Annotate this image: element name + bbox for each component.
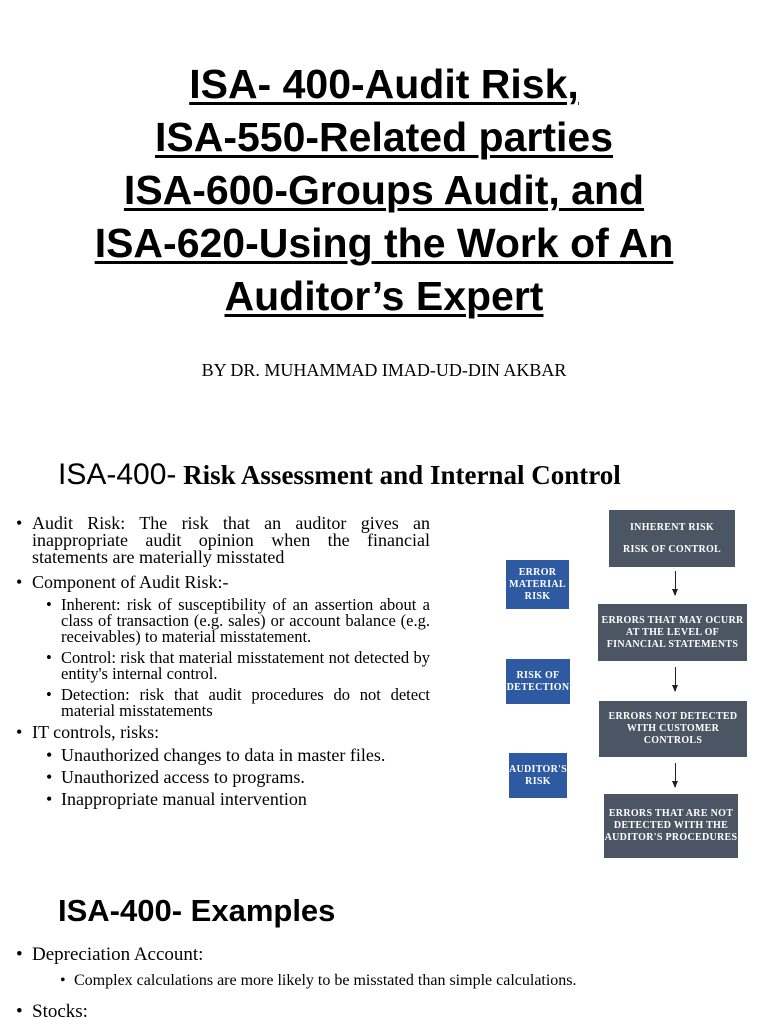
title-line: Auditor’s Expert bbox=[224, 273, 544, 319]
list-item bbox=[16, 515, 430, 566]
diagram-box-errors-customer-controls: ERRORS NOT DETECTED WITH CUSTOMER CONTROLS bbox=[599, 701, 747, 757]
down-arrow-icon bbox=[675, 571, 676, 595]
title-line: ISA- 400-Audit Risk, bbox=[189, 61, 579, 107]
list-item bbox=[16, 724, 430, 807]
list-item: • Inappropriate manual intervention bbox=[46, 791, 430, 807]
section-heading-examples: ISA-400- Examples bbox=[58, 893, 336, 928]
list-item: • Control: risk that material misstatement not detected by entity's internal control. bbox=[46, 650, 430, 682]
title-line: ISA-550-Related parties bbox=[154, 114, 613, 160]
title-line: ISA-620-Using the Work of An bbox=[94, 220, 674, 266]
depreciation-sublist bbox=[60, 971, 756, 991]
section-name: Risk Assessment and Internal Control bbox=[176, 460, 621, 490]
diagram-box-risk-of-detection: RISK OF DETECTION bbox=[506, 659, 570, 704]
component-heading: • Component of Audit Risk:- bbox=[32, 572, 229, 592]
diagram-box-auditors-risk: AUDITOR'S RISK bbox=[509, 753, 567, 798]
list-item: • Inherent: risk of susceptibility of an assertion about a class of transaction (e.g. sales) or account balance (e.g. receivables) to material misstatement. bbox=[46, 597, 430, 645]
list-item: • Detection: risk that audit procedures do not detect material misstatements bbox=[46, 687, 430, 719]
risk-bullet-list bbox=[16, 507, 430, 813]
list-item bbox=[16, 574, 430, 719]
examples-list bbox=[16, 944, 756, 1023]
diagram-box-inherent-control bbox=[609, 510, 735, 567]
risk-of-control-label: RISK OF CONTROL bbox=[622, 543, 722, 555]
it-controls-heading: • IT controls, risks: bbox=[32, 722, 160, 742]
section-code: ISA-400- bbox=[58, 458, 177, 491]
list-item: • Unauthorized access to programs. bbox=[46, 769, 430, 785]
audit-risk-definition: • Audit Risk: The risk that an auditor gives an inappropriate audit opinion when the financial statements are materially misstated bbox=[32, 513, 430, 567]
section-heading-risk bbox=[58, 458, 621, 492]
list-item: • Unauthorized changes to data in master files. bbox=[46, 747, 430, 763]
list-item: • Complex calculations are more likely to be misstated than simple calculations. bbox=[60, 971, 756, 991]
title-line: ISA-600-Groups Audit, and bbox=[123, 167, 645, 213]
list-item bbox=[16, 1001, 756, 1023]
diagram-box-errors-auditor-procedures: ERRORS THAT ARE NOT DETECTED WITH THE AUDITOR'S PROCEDURES bbox=[604, 794, 738, 858]
diagram-box-error-material-risk: ERROR MATERIAL RISK bbox=[506, 560, 569, 609]
document-title bbox=[0, 58, 768, 323]
inherent-risk-label: INHERENT RISK bbox=[629, 521, 715, 533]
down-arrow-icon bbox=[675, 667, 676, 691]
diagram-box-errors-financial-statements: ERRORS THAT MAY OCURR AT THE LEVEL OF FINANCIAL STATEMENTS bbox=[598, 604, 747, 661]
component-sublist bbox=[46, 597, 430, 719]
author-byline: BY DR. MUHAMMAD IMAD-UD-DIN AKBAR bbox=[201, 360, 567, 380]
list-item bbox=[16, 944, 756, 991]
depreciation-heading: • Depreciation Account: bbox=[32, 944, 204, 965]
down-arrow-icon bbox=[675, 763, 676, 787]
stocks-heading: • Stocks: bbox=[32, 1001, 88, 1022]
it-risks-sublist bbox=[46, 747, 430, 807]
